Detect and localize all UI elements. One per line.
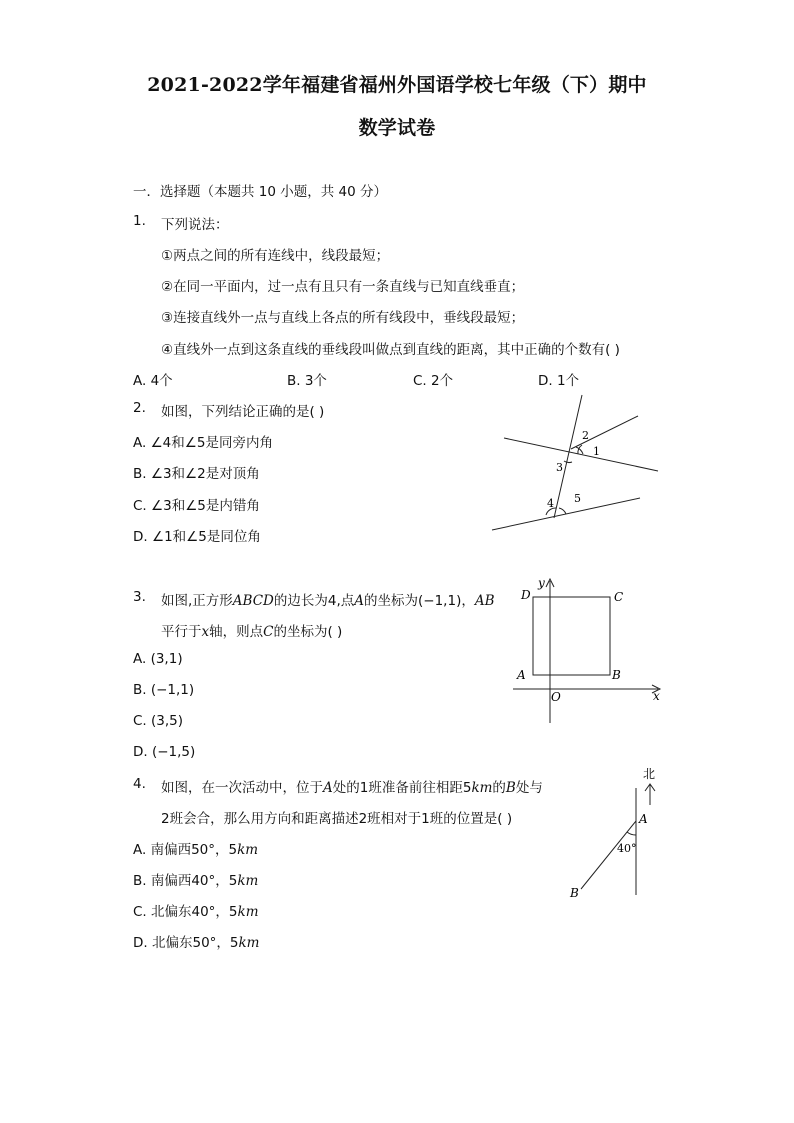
q3-option-d[interactable]: D. (−1,5) xyxy=(133,744,196,760)
q3-option-a[interactable]: A. (3,1) xyxy=(133,651,183,667)
q2-label-2: 2 xyxy=(582,429,589,442)
q1-statement-3: ③连接直线外一点与直线上各点的所有线段中，垂线段最短； xyxy=(161,310,525,326)
q4-stem-line2: 2班会合，那么用方向和距离描述2班相对于1班的位置是( ) xyxy=(161,811,513,827)
q1-option-b[interactable]: B. 3个 xyxy=(287,373,327,389)
page-subtitle: 数学试卷 xyxy=(358,117,436,139)
q3-stem-line2: 平行于x轴，则点C的坐标为( ) xyxy=(161,624,343,640)
q2-stem: 如图，下列结论正确的是( ) xyxy=(161,404,325,420)
q1-statement-2: ②在同一平面内，过一点有且只有一条直线与已知直线垂直； xyxy=(161,279,525,295)
q3-label-b: B xyxy=(612,668,621,682)
q3-label-y: y xyxy=(538,576,545,590)
q3-label-c: C xyxy=(614,590,624,604)
q2-angle-arc-5 xyxy=(559,508,566,514)
q3-option-b[interactable]: B. (−1,1) xyxy=(133,682,195,698)
section-header: 一．选择题（本题共 10 小题，共 40 分） xyxy=(133,184,388,200)
q3-number: 3. xyxy=(133,589,146,605)
q1-statement-4: ④直线外一点到这条直线的垂线段叫做点到直线的距离，其中正确的个数有( ) xyxy=(161,342,620,358)
q4-label-a: A xyxy=(639,812,648,826)
q3-label-o: O xyxy=(551,690,561,704)
q1-number: 1. xyxy=(133,213,146,229)
q2-angle-arc-3 xyxy=(564,461,572,463)
segment-ab xyxy=(581,821,636,889)
q4-label-angle: 40° xyxy=(617,842,637,855)
q3-label-x: x xyxy=(653,689,660,703)
q3-option-c[interactable]: C. (3,5) xyxy=(133,713,184,729)
q2-label-1: 1 xyxy=(593,445,600,458)
q2-option-a[interactable]: A. ∠4和∠5是同旁内角 xyxy=(133,435,273,451)
q2-label-5: 5 xyxy=(574,492,581,505)
q2-figure xyxy=(490,393,665,538)
q3-label-d: D xyxy=(521,588,531,602)
q4-number: 4. xyxy=(133,776,146,792)
q3-label-a: A xyxy=(517,668,526,682)
q4-option-a[interactable]: A. 南偏西50°，5km xyxy=(133,842,259,858)
q2-number: 2. xyxy=(133,400,146,416)
q1-option-d[interactable]: D. 1个 xyxy=(538,373,580,389)
q4-option-d[interactable]: D. 北偏东50°，5km xyxy=(133,935,260,951)
q4-label-b: B xyxy=(570,886,579,900)
angle-40-arc xyxy=(627,832,636,835)
q3-figure xyxy=(510,573,665,725)
q1-option-c[interactable]: C. 2个 xyxy=(413,373,454,389)
q4-option-b[interactable]: B. 南偏西40°，5km xyxy=(133,873,259,889)
north-label: 北 xyxy=(643,767,656,781)
q1-stem: 下列说法： xyxy=(161,217,229,233)
q4-figure xyxy=(560,762,670,907)
q2-label-3: 3 xyxy=(556,461,563,474)
page-title: 2021-2022学年福建省福州外国语学校七年级（下）期中 xyxy=(147,74,647,96)
q4-stem-line1: 如图，在一次活动中，位于A处的1班准备前往相距5km的B处与 xyxy=(161,780,543,796)
q2-option-d[interactable]: D. ∠1和∠5是同位角 xyxy=(133,529,261,545)
q4-option-c[interactable]: C. 北偏东40°，5km xyxy=(133,904,259,920)
q3-stem-line1: 如图,正方形ABCD的边长为4,点A的坐标为(−1,1)，AB xyxy=(161,593,495,609)
q1-option-a[interactable]: A. 4个 xyxy=(133,373,173,389)
q2-label-4: 4 xyxy=(547,497,554,510)
q2-option-c[interactable]: C. ∠3和∠5是内错角 xyxy=(133,498,260,514)
q1-statement-1: ①两点之间的所有连线中，线段最短； xyxy=(161,248,390,264)
q2-option-b[interactable]: B. ∠3和∠2是对顶角 xyxy=(133,466,260,482)
q2-line-upper xyxy=(504,438,658,471)
square-abcd xyxy=(533,597,610,675)
